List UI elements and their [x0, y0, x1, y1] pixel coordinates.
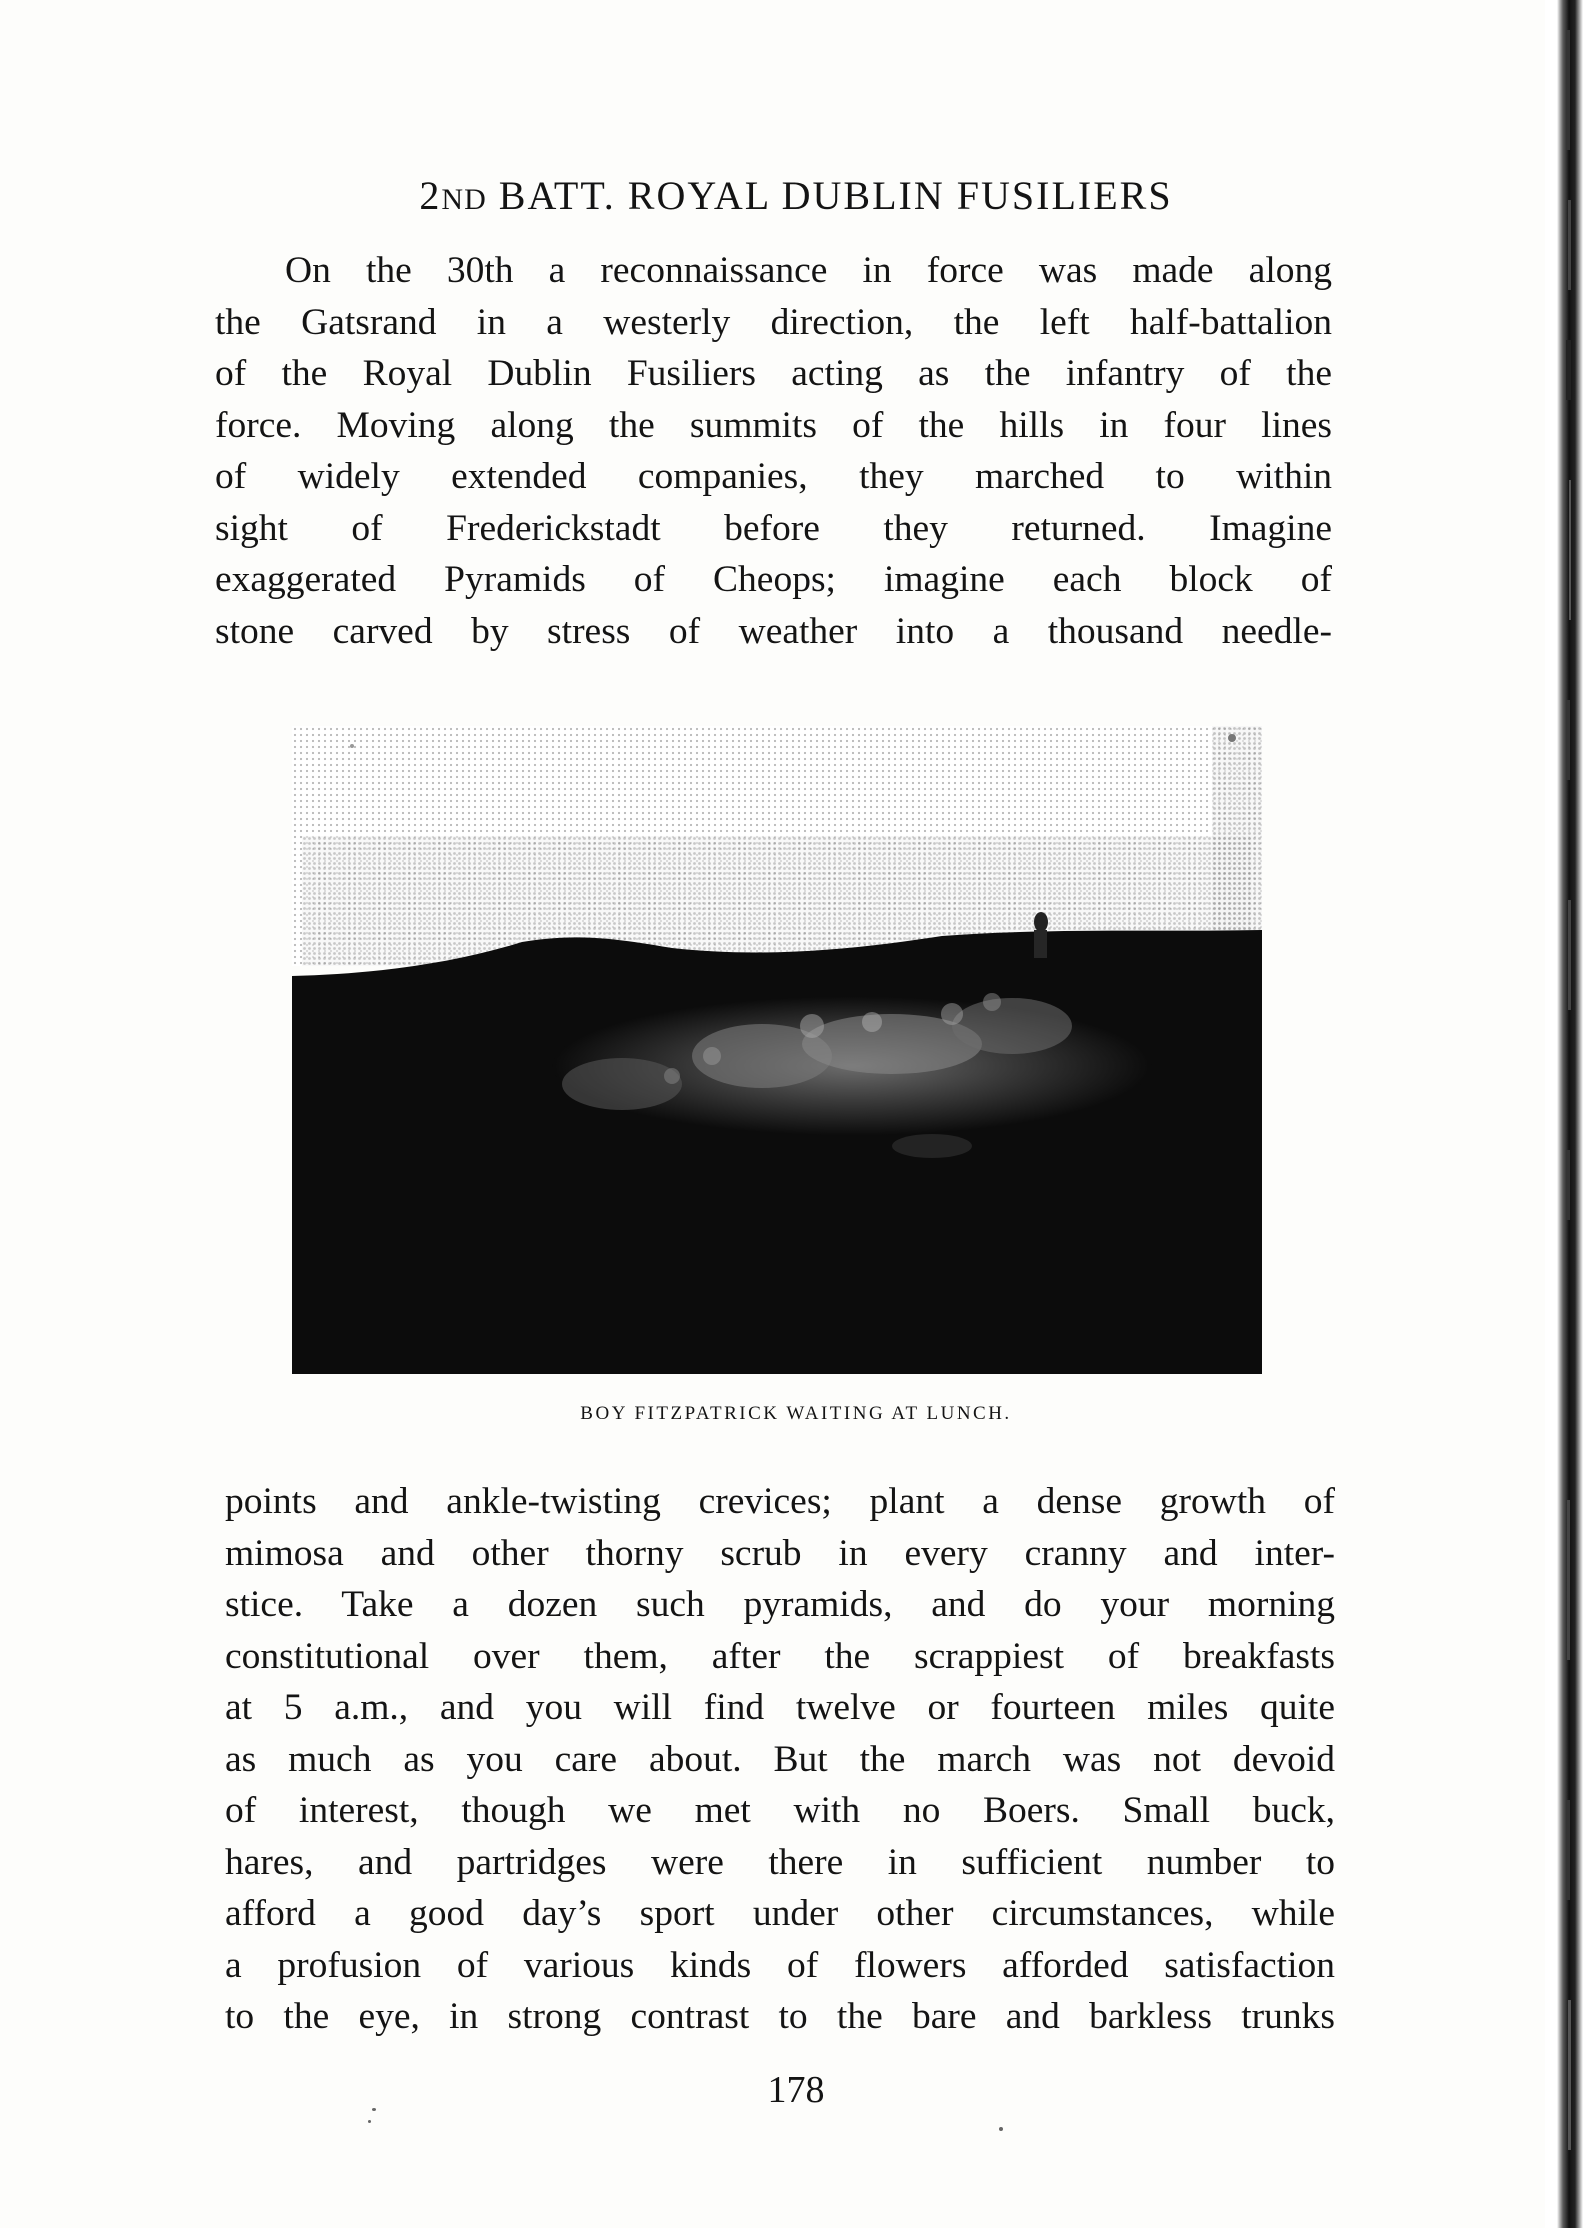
text-line: mimosa and other thorny scrub in every cranny and inter- [225, 1532, 1335, 1574]
text-line: of interest, though we met with no Boers. Small buck, [225, 1790, 1335, 1831]
running-head-title: BATT. ROYAL DUBLIN FUSILIERS [486, 173, 1173, 218]
text-line: the Gatsrand in a westerly direction, the left half-battalion [215, 301, 1332, 343]
text-line: constitutional over them, after the scrappiest of breakfasts [225, 1635, 1335, 1677]
top-paragraph [215, 245, 1332, 657]
scan-speck [372, 2108, 376, 2111]
text-line: at 5 a.m., and you will find twelve or fourteen miles quite [225, 1687, 1335, 1728]
text-line: hares, and partridges were there in sufficient number to [225, 1841, 1335, 1883]
text-line: sight of Frederickstadt before they returned. Imagine [215, 507, 1332, 549]
text-line: a profusion of various kinds of flowers afforded satisfaction [225, 1944, 1335, 1986]
text-line: On the 30th a reconnaissance in force was made along [285, 250, 1332, 291]
scan-speck [368, 2120, 371, 2123]
text-line: stice. Take a dozen such pyramids, and do your morning [225, 1584, 1335, 1625]
text-line: as much as you care about. But the march was not devoid [225, 1738, 1335, 1780]
text-line: exaggerated Pyramids of Cheops; imagine each block of [215, 559, 1332, 600]
running-head [0, 172, 1592, 224]
text-line: stone carved by stress of weather into a thousand needle- [215, 610, 1332, 652]
bottom-paragraph [225, 1476, 1335, 2043]
text-line: of the Royal Dublin Fusiliers acting as the infantry of the [215, 353, 1332, 394]
running-head-number: 2 [419, 173, 442, 218]
text-line: to the eye, in strong contrast to the bare and barkless trunks [225, 1996, 1335, 2037]
text-line: points and ankle-twisting crevices; plant a dense growth of [225, 1481, 1335, 1522]
scan-speck [999, 2127, 1003, 2131]
scan-edge-noise [1566, 0, 1592, 2228]
text-line: of widely extended companies, they marched to within [215, 456, 1332, 497]
running-head-ordinal: ND [441, 183, 487, 216]
text-line: force. Moving along the summits of the hills in four lines [215, 404, 1332, 446]
text-line: afford a good day’s sport under other circumstances, while [225, 1893, 1335, 1934]
halftone-photograph [292, 726, 1262, 1374]
figure-caption: BOY FITZPATRICK WAITING AT LUNCH. [580, 1403, 1012, 1424]
page-number: 178 [767, 2069, 825, 2111]
